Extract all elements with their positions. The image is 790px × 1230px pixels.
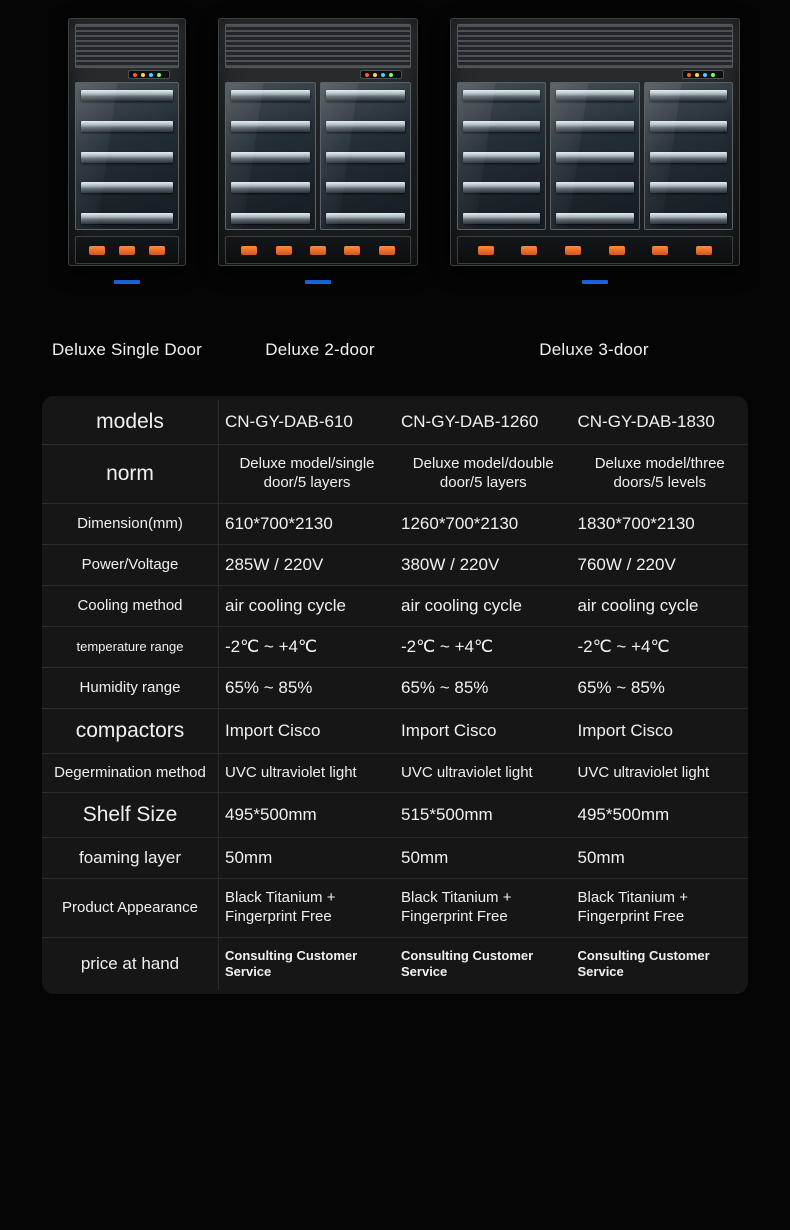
row-value-2: 1260*700*2130: [395, 503, 572, 544]
product-caption-single-door: Deluxe Single Door: [51, 340, 203, 359]
product-caption-two-door: Deluxe 2-door: [265, 340, 375, 359]
glass-door: [550, 82, 639, 230]
product-image-two-door: [218, 18, 418, 284]
row-value-1: CN-GY-DAB-610: [219, 400, 396, 445]
consult-link-3[interactable]: Consulting Customer Service: [577, 947, 710, 979]
table-row: [42, 544, 748, 585]
selection-marker-three-door: [582, 280, 608, 284]
row-value-2: 50mm: [395, 838, 572, 879]
table-row: [42, 585, 748, 626]
consult-link-2[interactable]: Consulting Customer Service: [401, 947, 534, 979]
row-value-2: Deluxe model/double door/5 layers: [395, 445, 572, 504]
row-value-3: Black Titanium + Fingerprint Free: [572, 879, 749, 938]
row-value-2: -2℃ ~ +4℃: [395, 626, 572, 667]
row-value-2: 65% ~ 85%: [395, 667, 572, 708]
row-value-3: UVC ultraviolet light: [572, 753, 749, 793]
row-value-3: CN-GY-DAB-1830: [572, 400, 749, 445]
row-label: compactors: [42, 708, 219, 753]
row-value-1: Deluxe model/single door/5 layers: [219, 445, 396, 504]
row-value-1: -2℃ ~ +4℃: [219, 626, 396, 667]
glass-door: [75, 82, 179, 230]
row-value-2: CN-GY-DAB-1260: [395, 400, 572, 445]
row-value-1: 65% ~ 85%: [219, 667, 396, 708]
table-row: [42, 445, 748, 504]
row-value-1: 50mm: [219, 838, 396, 879]
row-value-2: 380W / 220V: [395, 544, 572, 585]
table-row: [42, 400, 748, 445]
row-value-1: 610*700*2130: [219, 503, 396, 544]
glass-door: [225, 82, 316, 230]
table-row: [42, 879, 748, 938]
selection-marker-two-door: [305, 280, 331, 284]
product-caption-three-door: Deluxe 3-door: [539, 340, 649, 359]
spec-table: [42, 400, 748, 990]
control-panel-icon: [360, 70, 402, 79]
row-value-3: 50mm: [572, 838, 749, 879]
row-label: Humidity range: [42, 667, 219, 708]
product-images: [0, 34, 790, 284]
row-value-3: air cooling cycle: [572, 585, 749, 626]
product-tray: [225, 236, 411, 264]
selection-marker-single-door: [114, 280, 140, 284]
spec-table-card: [42, 396, 748, 994]
row-label: foaming layer: [42, 838, 219, 879]
table-row: [42, 838, 748, 879]
row-value-3: 760W / 220V: [572, 544, 749, 585]
row-label: norm: [42, 445, 219, 504]
row-value-3: -2℃ ~ +4℃: [572, 626, 749, 667]
control-panel-icon: [128, 70, 170, 79]
vent-grille-icon: [225, 24, 411, 68]
row-label: models: [42, 400, 219, 445]
row-value-1: 495*500mm: [219, 793, 396, 838]
product-tray: [75, 236, 179, 264]
table-row: [42, 626, 748, 667]
row-label: temperature range: [42, 626, 219, 667]
product-tray: [457, 236, 733, 264]
row-value-3: 495*500mm: [572, 793, 749, 838]
table-row: [42, 667, 748, 708]
row-value-3: Deluxe model/three doors/5 levels: [572, 445, 749, 504]
row-label: Power/Voltage: [42, 544, 219, 585]
row-value-1: 285W / 220V: [219, 544, 396, 585]
table-row: [42, 793, 748, 838]
glass-door: [644, 82, 733, 230]
row-value-1: Import Cisco: [219, 708, 396, 753]
vent-grille-icon: [75, 24, 179, 68]
vent-grille-icon: [457, 24, 733, 68]
product-image-single-door: [68, 18, 186, 284]
row-value-1: UVC ultraviolet light: [219, 753, 396, 793]
row-value-2: Black Titanium + Fingerprint Free: [395, 879, 572, 938]
table-row: [42, 937, 748, 990]
row-label: Product Appearance: [42, 879, 219, 938]
table-row: [42, 503, 748, 544]
glass-door: [320, 82, 411, 230]
row-value-3: 65% ~ 85%: [572, 667, 749, 708]
row-label: Degermination method: [42, 753, 219, 793]
table-row: [42, 708, 748, 753]
row-value-1: Black Titanium + Fingerprint Free: [219, 879, 396, 938]
row-label: price at hand: [42, 937, 219, 990]
row-label: Shelf Size: [42, 793, 219, 838]
row-value-3: Import Cisco: [572, 708, 749, 753]
consult-link-1[interactable]: Consulting Customer Service: [225, 947, 358, 979]
row-value-2: air cooling cycle: [395, 585, 572, 626]
row-value-3: 1830*700*2130: [572, 503, 749, 544]
control-panel-icon: [682, 70, 724, 79]
product-showcase: [0, 0, 790, 375]
row-value-2: Import Cisco: [395, 708, 572, 753]
table-row: [42, 753, 748, 793]
row-value-1: air cooling cycle: [219, 585, 396, 626]
glass-door: [457, 82, 546, 230]
row-value-2: UVC ultraviolet light: [395, 753, 572, 793]
row-label: Cooling method: [42, 585, 219, 626]
product-image-three-door: [450, 18, 740, 284]
row-label: Dimension(mm): [42, 503, 219, 544]
row-value-2: 515*500mm: [395, 793, 572, 838]
